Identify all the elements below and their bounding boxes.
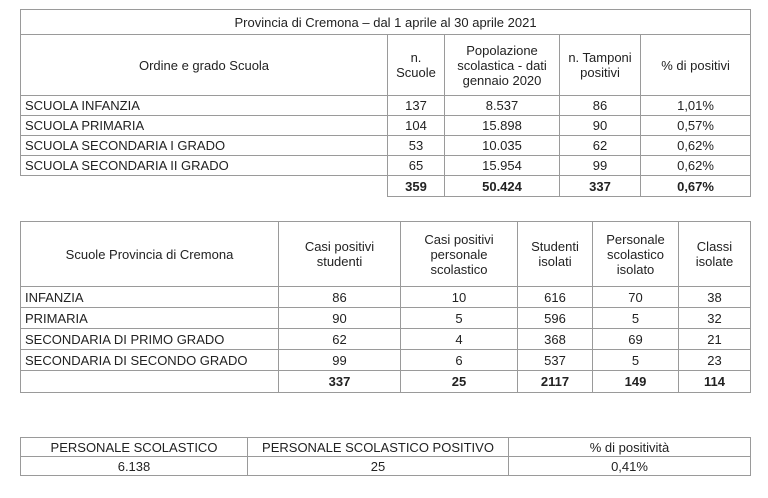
cell-value: 368 [518,329,593,350]
cell-school-type: PRIMARIA [21,308,279,329]
schools-tests-table [20,9,751,197]
header-student-cases: Casi positivi studenti [279,222,401,287]
total-schools: 359 [388,176,445,197]
total-tests: 337 [560,176,641,197]
cell-value: 86 [560,96,641,116]
cell-value: 10 [401,287,518,308]
cell-value: 15.898 [445,116,560,136]
header-staff-cases: Casi positivi personale scolastico [401,222,518,287]
header-staff-total: PERSONALE SCOLASTICO [21,438,248,457]
header-isolated-staff: Personale scolastico isolato [593,222,679,287]
cell-value: 69 [593,329,679,350]
cell-value: 86 [279,287,401,308]
staff-positivity-table [20,437,751,476]
cell-value: 0,62% [641,136,751,156]
cell-value: 62 [560,136,641,156]
total-row [21,371,751,393]
cell-value: 99 [279,350,401,371]
total-population: 50.424 [445,176,560,197]
total-student-cases: 337 [279,371,401,393]
cell-school-type: SECONDARIA DI SECONDO GRADO [21,350,279,371]
total-staff-cases: 25 [401,371,518,393]
header-schools-province: Scuole Provincia di Cremona [21,222,279,287]
cell-value: 90 [560,116,641,136]
header-school-count: n. Scuole [388,35,445,96]
table-row [21,350,751,371]
total-label [21,371,279,393]
cell-value: 6 [401,350,518,371]
cell-value: 15.954 [445,156,560,176]
cell-value: 90 [279,308,401,329]
table-row [21,329,751,350]
cell-school-type: SCUOLA SECONDARIA I GRADO [21,136,388,156]
cell-value: 5 [593,350,679,371]
cell-school-type: SCUOLA INFANZIA [21,96,388,116]
cell-value: 32 [679,308,751,329]
header-school-order: Ordine e grado Scuola [21,35,388,96]
cell-value: 65 [388,156,445,176]
table-row [21,457,751,476]
cell-school-type: INFANZIA [21,287,279,308]
header-positivity-percent: % di positività [509,438,751,457]
header-positive-percent: % di positivi [641,35,751,96]
cell-value: 23 [679,350,751,371]
schools-cases-table [20,221,751,393]
table-row [21,287,751,308]
table-row [21,116,751,136]
header-isolated-classes: Classi isolate [679,222,751,287]
cell-value: 4 [401,329,518,350]
total-isolated-staff: 149 [593,371,679,393]
cell-value: 99 [560,156,641,176]
header-positive-tests: n. Tamponi positivi [560,35,641,96]
cell-value: 21 [679,329,751,350]
table-row [21,156,751,176]
total-label [21,176,388,197]
cell-value: 137 [388,96,445,116]
cell-school-type: SECONDARIA DI PRIMO GRADO [21,329,279,350]
cell-value: 62 [279,329,401,350]
table-row [21,96,751,116]
cell-value: 537 [518,350,593,371]
cell-value: 616 [518,287,593,308]
table-row [21,308,751,329]
cell-value: 53 [388,136,445,156]
cell-value: 0,57% [641,116,751,136]
cell-value: 1,01% [641,96,751,116]
staff-positive-value: 25 [248,457,509,476]
positivity-percent-value: 0,41% [509,457,751,476]
cell-value: 0,62% [641,156,751,176]
table-row [21,136,751,156]
cell-value: 70 [593,287,679,308]
header-staff-positive: PERSONALE SCOLASTICO POSITIVO [248,438,509,457]
total-row [21,176,751,197]
staff-total-value: 6.138 [21,457,248,476]
cell-school-type: SCUOLA PRIMARIA [21,116,388,136]
total-isolated-students: 2117 [518,371,593,393]
cell-value: 104 [388,116,445,136]
cell-value: 8.537 [445,96,560,116]
cell-school-type: SCUOLA SECONDARIA II GRADO [21,156,388,176]
header-isolated-students: Studenti isolati [518,222,593,287]
cell-value: 5 [401,308,518,329]
cell-value: 596 [518,308,593,329]
cell-value: 5 [593,308,679,329]
cell-value: 10.035 [445,136,560,156]
total-isolated-classes: 114 [679,371,751,393]
total-percent: 0,67% [641,176,751,197]
cell-value: 38 [679,287,751,308]
table-title: Provincia di Cremona – dal 1 aprile al 30 aprile 2021 [21,10,751,35]
header-school-population: Popolazione scolastica - dati gennaio 2020 [445,35,560,96]
